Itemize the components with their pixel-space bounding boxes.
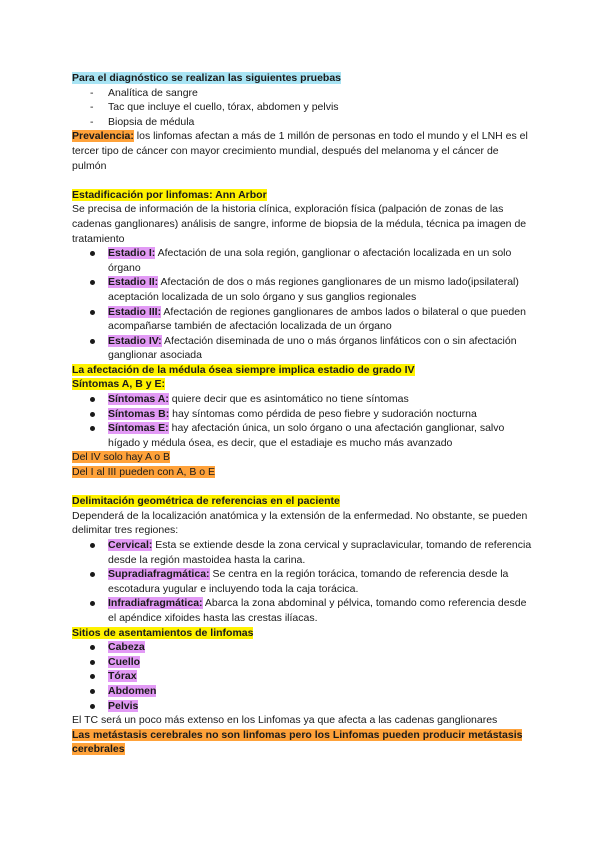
list-item: Cuello <box>72 655 532 670</box>
list-item: Cabeza <box>72 640 532 655</box>
list-item: Abdomen <box>72 684 532 699</box>
list-item: Estadio IV: Afectación diseminada de uno o más órganos linfáticos con o sin afectación ganglionar asociada <box>72 334 532 363</box>
list-item: Pelvis <box>72 699 532 714</box>
list-item: Síntomas A: quiere decir que es asintomático no tiene síntomas <box>72 392 532 407</box>
metastasis-note: Las metástasis cerebrales no son linfomas pero los Linfomas pueden producir metástasis cerebrales <box>72 728 523 756</box>
medula-note: La afectación de la médula ósea siempre implica estadio de grado IV <box>72 363 415 376</box>
document-body <box>72 71 532 757</box>
stages-list <box>72 246 532 363</box>
sitios-heading: Sitios de asentamientos de linfomas <box>72 626 254 639</box>
sintomas-list <box>72 392 532 450</box>
list-item: Síntomas E: hay afectación única, un solo órgano o una afectación ganglionar, salvo hígado y médula ósea, es decir, que el estadiaje es mucho más avanzado <box>72 421 532 450</box>
list-item: Estadio II: Afectación de dos o más regiones ganglionares de un mismo lado(ipsilateral) aceptación localizada de un solo órgano y sus ganglios regionales <box>72 275 532 304</box>
prevalencia-label: Prevalencia: <box>72 130 134 143</box>
sintomas-note-1: Del IV solo hay A o B <box>72 451 171 464</box>
sintomas-heading: Síntomas A, B y E: <box>72 378 165 391</box>
ann-arbor-intro: Se precisa de información de la historia clínica, exploración física (palpación de zonas de las cadenas ganglionares) análisis de sangre, informe de biopsia de la médula, técnica pa imagen de tratamiento <box>72 203 527 245</box>
list-item: - Tac que incluye el cuello, tórax, abdomen y pelvis <box>72 100 532 115</box>
regions-list <box>72 538 532 626</box>
sitios-list <box>72 640 532 713</box>
ann-arbor-heading: Estadificación por linfomas: Ann Arbor <box>72 188 267 201</box>
list-item: Cervical: Esta se extiende desde la zona cervical y supraclavicular, tomando de referencia desde la región mastoidea hasta la carina. <box>72 538 532 567</box>
sintomas-note-2: Del I al III pueden con A, B o E <box>72 466 216 479</box>
diagnostico-list <box>72 86 532 130</box>
list-item: Tórax <box>72 669 532 684</box>
list-item: Supradiafragmática: Se centra en la región torácica, tomando de referencia desde la escotadura yugular e incluyendo toda la caja torácica. <box>72 567 532 596</box>
list-item: Estadio I: Afectación de una sola región, ganglionar o afectación localizada en un solo órgano <box>72 246 532 275</box>
delimitacion-heading: Delimitación geométrica de referencias en el paciente <box>72 495 340 508</box>
delimitacion-intro: Dependerá de la localización anatómica y la extensión de la enfermedad. No obstante, se pueden delimitar tres regiones: <box>72 509 528 537</box>
list-item: Infradiafragmática: Abarca la zona abdominal y pélvica, tomando como referencia desde el apéndice xifoides hasta las crestas ilíacas. <box>72 596 532 625</box>
tc-note: El TC será un poco más extenso en los Linfomas ya que afecta a las cadenas ganglionares <box>72 714 498 727</box>
list-item: Síntomas B: hay síntomas como pérdida de peso fiebre y sudoración nocturna <box>72 407 532 422</box>
diagnostico-heading: Para el diagnóstico se realizan las siguientes pruebas <box>72 72 342 84</box>
list-item: - Biopsia de médula <box>72 115 532 130</box>
list-item: Estadio III: Afectación de regiones ganglionares de ambos lados o bilateral o que pueden acompañarse también de afectación localizada de un órgano <box>72 305 532 334</box>
list-item: - Analítica de sangre <box>72 86 532 101</box>
prevalencia-paragraph <box>72 129 532 173</box>
prevalencia-text: los linfomas afectan a más de 1 millón de personas en todo el mundo y el LNH es el tercer tipo de cáncer con mayor crecimiento mundial, después del melanoma y el cáncer de pulmón <box>72 130 528 172</box>
